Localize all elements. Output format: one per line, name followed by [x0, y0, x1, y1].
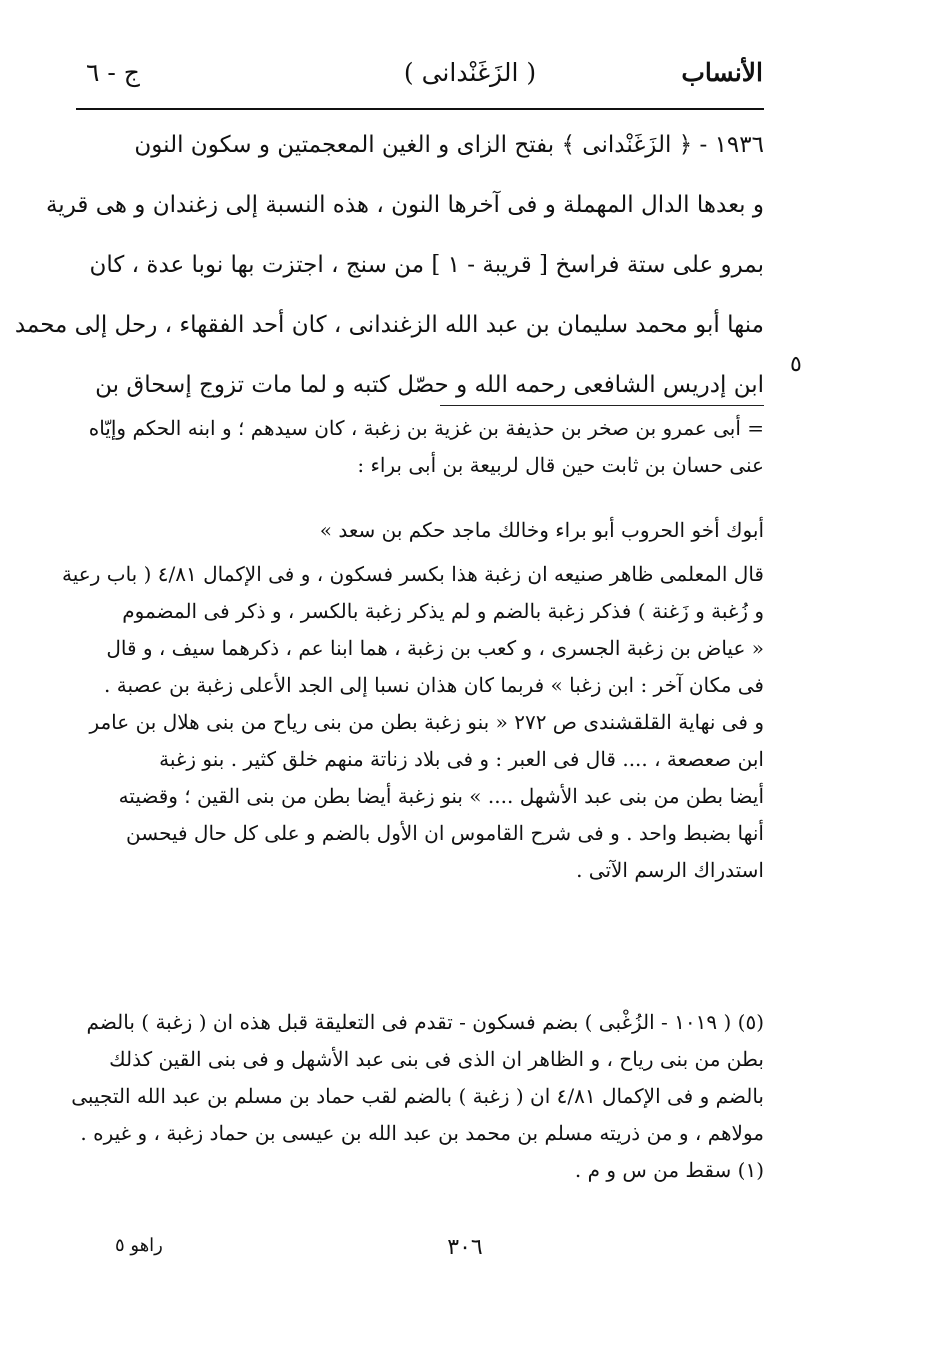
note-line: قال المعلمى ظاهر صنيعه ان زغبة هذا بكسر فسكون ، و فى الإكمال ٤/٨١ ( باب رعية	[62, 562, 764, 586]
note-line: بالضم و فى الإكمال ٤/٨١ ان ( زغبة ) بالضم لقب حماد بن مسلم بن عبد الله التجيبى	[71, 1084, 764, 1108]
footnote-rule	[440, 405, 764, 406]
footnote-continued	[78, 410, 764, 484]
main-line: ١٩٣٦ - ﴿ الزَغَنْدانى ﴾ بفتح الزاى و الغين المعجمتين و سكون النون	[134, 132, 764, 158]
main-line: ابن إدريس الشافعى رحمه الله و حصّل كتبه و لما مات تزوج إسحاق بن	[95, 372, 764, 398]
main-line: و بعدها الدال المهملة و فى آخرها النون ، هذه النسبة إلى زغندان و هى قرية	[45, 192, 764, 218]
footnote-second	[71, 1004, 764, 1189]
note-line: و زُغبة و زَغنة ) فذكر زغبة بالضم و لم يذكر زغبة بالكسر ، و ذكر فى المضموم	[122, 599, 764, 623]
page-number: ٣٠٦	[447, 1235, 483, 1260]
footnote-body	[62, 556, 764, 889]
note-line: و فى نهاية القلقشندى ص ٢٧٢ « بنو زغبة بطن من بنى رياح من بنى هلال بن عامر	[89, 710, 764, 734]
note-line: (١) سقط من س و م .	[574, 1158, 764, 1182]
verse	[78, 512, 764, 549]
note-line: استدراك الرسم الآتى .	[576, 858, 764, 882]
note-line: (٥) ( ١٠١٩ - الزُغْبى ) بضم فسكون - تقدم فى التعليقة قبل هذه ان ( زغبة ) بالضم	[86, 1010, 764, 1034]
note-line: أنها بضبط واحد . و فى شرح القاموس ان الأول بالضم و على كل حال فيحسن	[126, 821, 764, 845]
note-line: فى مكان آخر : ابن زغبا » فربما كان هذان نسبا إلى الجد الأعلى زغبة بن عصبة .	[104, 673, 764, 697]
main-line: بمرو على ستة فراسخ [ قريبة - ١ ] من سنج ، اجتزت بها نوبا عدة ، كان	[89, 252, 764, 278]
book-title: الأنساب	[681, 58, 763, 87]
note-line: = أبى عمرو بن صخر بن حذيفة بن غزية بن زغبة ، كان سيدهم ؛ و ابنه الحكم وإيّاه	[88, 416, 764, 440]
note-line: أيضا بطن من بنى عبد الأشهل .... » بنو زغبة أيضا بطن من بنى القين ؛ وقضيته	[118, 784, 764, 808]
main-text	[14, 115, 764, 415]
verse-line: أبوك أخو الحروب أبو براء وخالك ماجد حكم بن سعد »	[319, 518, 764, 542]
signature-mark: راهو ٥	[115, 1235, 163, 1256]
header-rule	[76, 108, 764, 110]
main-line: منها أبو محمد سليمان بن عبد الله الزغندانى ، كان أحد الفقهاء ، رحل إلى محمد	[14, 312, 764, 338]
entry-title: ( الزَغَنْدانى )	[403, 58, 537, 87]
note-line: مولاهم ، و من ذريته مسلم بن محمد بن عبد الله بن عيسى بن حماد زغبة ، و غيره .	[80, 1121, 764, 1145]
note-line: بطن من بنى رياح ، و الظاهر ان الذى فى بنى عبد الأشهل و فى بنى القين كذلك	[109, 1047, 764, 1071]
line-number-marker: ٥	[790, 352, 802, 377]
note-line: عنى حسان بن ثابت حين قال لربيعة بن أبى براء :	[357, 453, 764, 477]
volume-label: ج - ٦	[86, 58, 140, 87]
note-line: « عياض بن زغبة الجسرى ، و كعب بن زغبة ، هما ابنا عم ، ذكرهما سيف ، و قال	[106, 636, 764, 660]
note-line: ابن صعصعة ، .... قال فى العبر : و فى بلاد زناتة منهم خلق كثير . بنو زغبة	[159, 747, 764, 771]
